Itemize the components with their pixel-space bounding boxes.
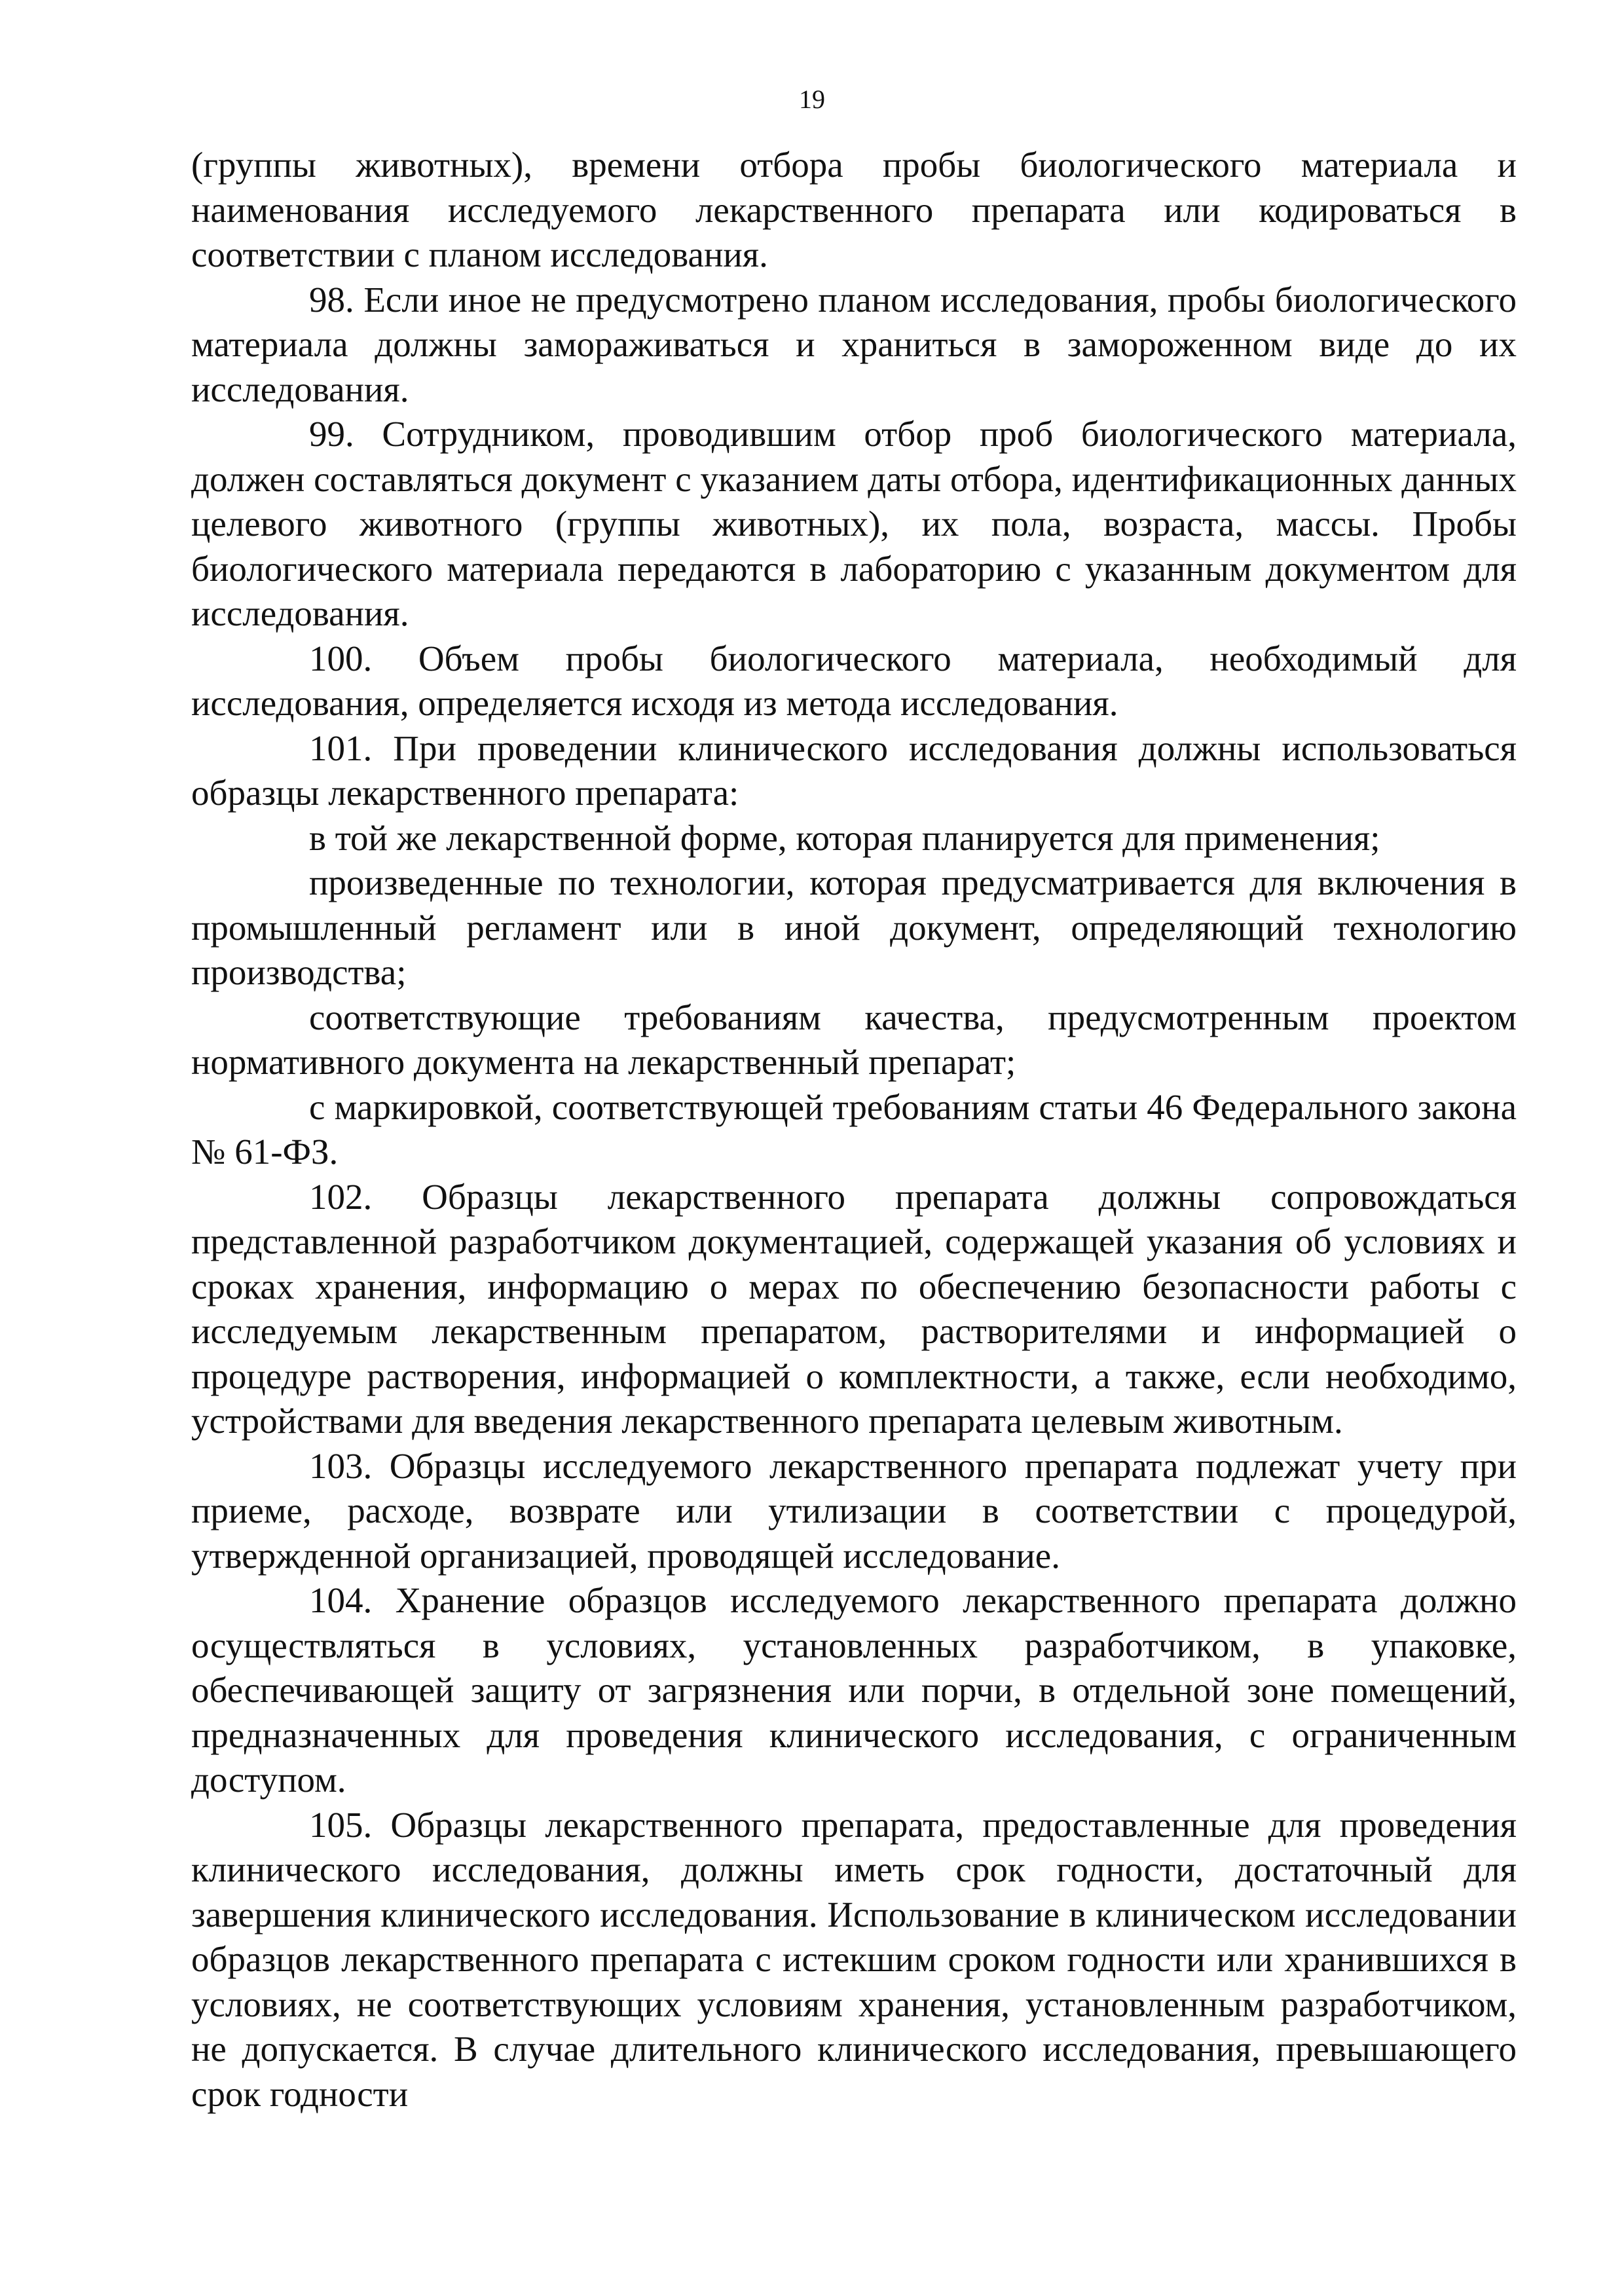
paragraph-98: 98. Если иное не предусмотрено планом исследования, пробы биологического материала должны замораживаться и храниться в замороженном виде до их исследования. (191, 279, 1517, 409)
page-number: 19 (799, 84, 825, 114)
document-body (191, 143, 1517, 2117)
paragraph-99: 99. Сотрудником, проводившим отбор проб биологического материала, должен составляться документ с указанием даты отбора, идентификационных данных целевого животного (группы животных), их пола, возраста, массы. Пробы биологического материала передаются в лабораторию с указанным документом для исследования. (191, 414, 1517, 633)
paragraph-102: 102. Образцы лекарственного препарата должны сопровождаться представленной разработчиком документацией, содержащей указания об условиях и сроках хранения, информацию о мерах по обеспечению безопасности работы с исследуемым лекарственным препаратом, растворителями и информацией о процедуре растворения, информацией о комплектности, а также, если необходимо, устройствами для введения лекарственного препарата целевым животным. (191, 1176, 1517, 1441)
paragraph-continuation: (группы животных), времени отбора пробы биологического материала и наименования исследуемого лекарственного препарата или кодироваться в соответствии с планом исследования. (191, 145, 1517, 274)
list-item-101-quality: соответствующие требованиям качества, предусмотренным проектом нормативного документа на лекарственный препарат; (191, 997, 1517, 1082)
paragraph-104: 104. Хранение образцов исследуемого лекарственного препарата должно осуществляться в условиях, установленных разработчиком, в упаковке, обеспечивающей защиту от загрязнения или порчи, в отдельной зоне помещений, предназначенных для проведения клинического исследования, с ограниченным доступом. (191, 1580, 1517, 1800)
paragraph-105: 105. Образцы лекарственного препарата, предоставленные для проведения клинического исследования, должны иметь срок годности, достаточный для завершения клинического исследования. Использование в клиническом исследовании образцов лекарственного препарата с истекшим сроком годности или хранившихся в условиях, не соответствующих условиям хранения, установленным разработчиком, не допускается. В случае длительного клинического исследования, превышающего срок годности (191, 1804, 1517, 2114)
paragraph-101: 101. При проведении клинического исследования должны использоваться образцы лекарственного препарата: (191, 728, 1517, 813)
list-item-101-labeling: с маркировкой, соответствующей требованиям статьи 46 Федерального закона № 61-ФЗ. (191, 1086, 1517, 1172)
paragraph-100: 100. Объем пробы биологического материала, необходимый для исследования, определяется исходя из метода исследования. (191, 638, 1517, 723)
list-item-101-technology: произведенные по технологии, которая предусматривается для включения в промышленный регламент или в иной документ, определяющий технологию производства; (191, 862, 1517, 992)
list-item-101-dosage-form: в той же лекарственной форме, которая планируется для применения; (309, 817, 1380, 858)
paragraph-103: 103. Образцы исследуемого лекарственного препарата подлежат учету при приеме, расходе, возврате или утилизации в соответствии с процедурой, утвержденной организацией, проводящей исследование. (191, 1445, 1517, 1576)
